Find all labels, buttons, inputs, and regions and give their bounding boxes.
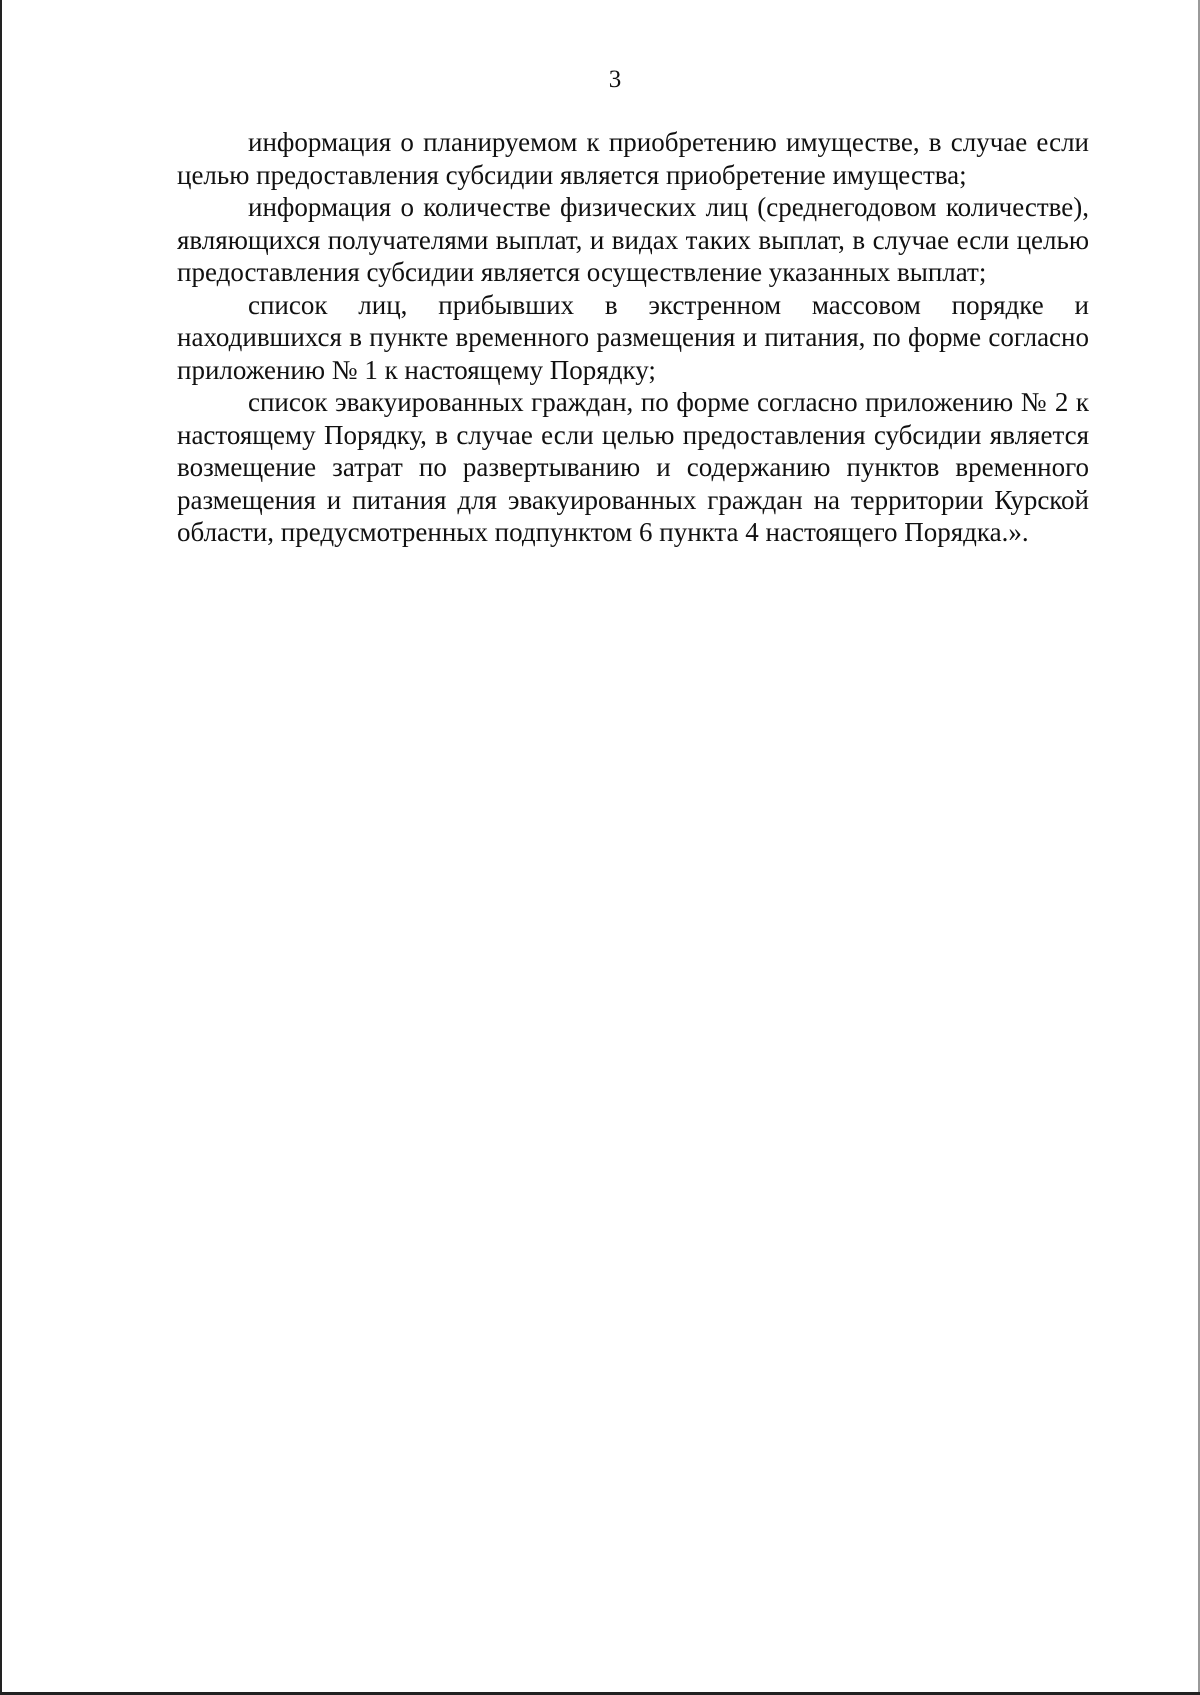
paragraph-payments-info: информация о количестве физических лиц (среднегодовом количестве), являющихся получателями выплат, и видах таких выплат, в случае если целью предоставления субсидии является осуществление указанных выплат;: [177, 192, 1089, 287]
paragraph-arrivals-list: список лиц, прибывших в экстренном массовом порядке и находившихся в пункте временного размещения и питания, по форме согласно приложению № 1 к настоящему Порядку;: [177, 289, 1089, 385]
document-body: [177, 126, 1089, 549]
page-number: 3: [608, 66, 622, 93]
paragraph-property-info: информация о планируемом к приобретению имуществе, в случае если целью предоставления субсидии является приобретение имущества;: [177, 127, 1089, 190]
scan-border-left: [0, 0, 2, 1695]
paragraph-evacuees-list: список эвакуированных граждан, по форме согласно приложению № 2 к настоящему Порядку, в случае если целью предоставления субсидии является возмещение затрат по развертыванию и содержанию пунктов временного размещения и питания для эвакуированных граждан на территории Курской области, предусмотренных подпунктом 6 пункта 4 настоящего Порядка.».: [177, 387, 1089, 547]
